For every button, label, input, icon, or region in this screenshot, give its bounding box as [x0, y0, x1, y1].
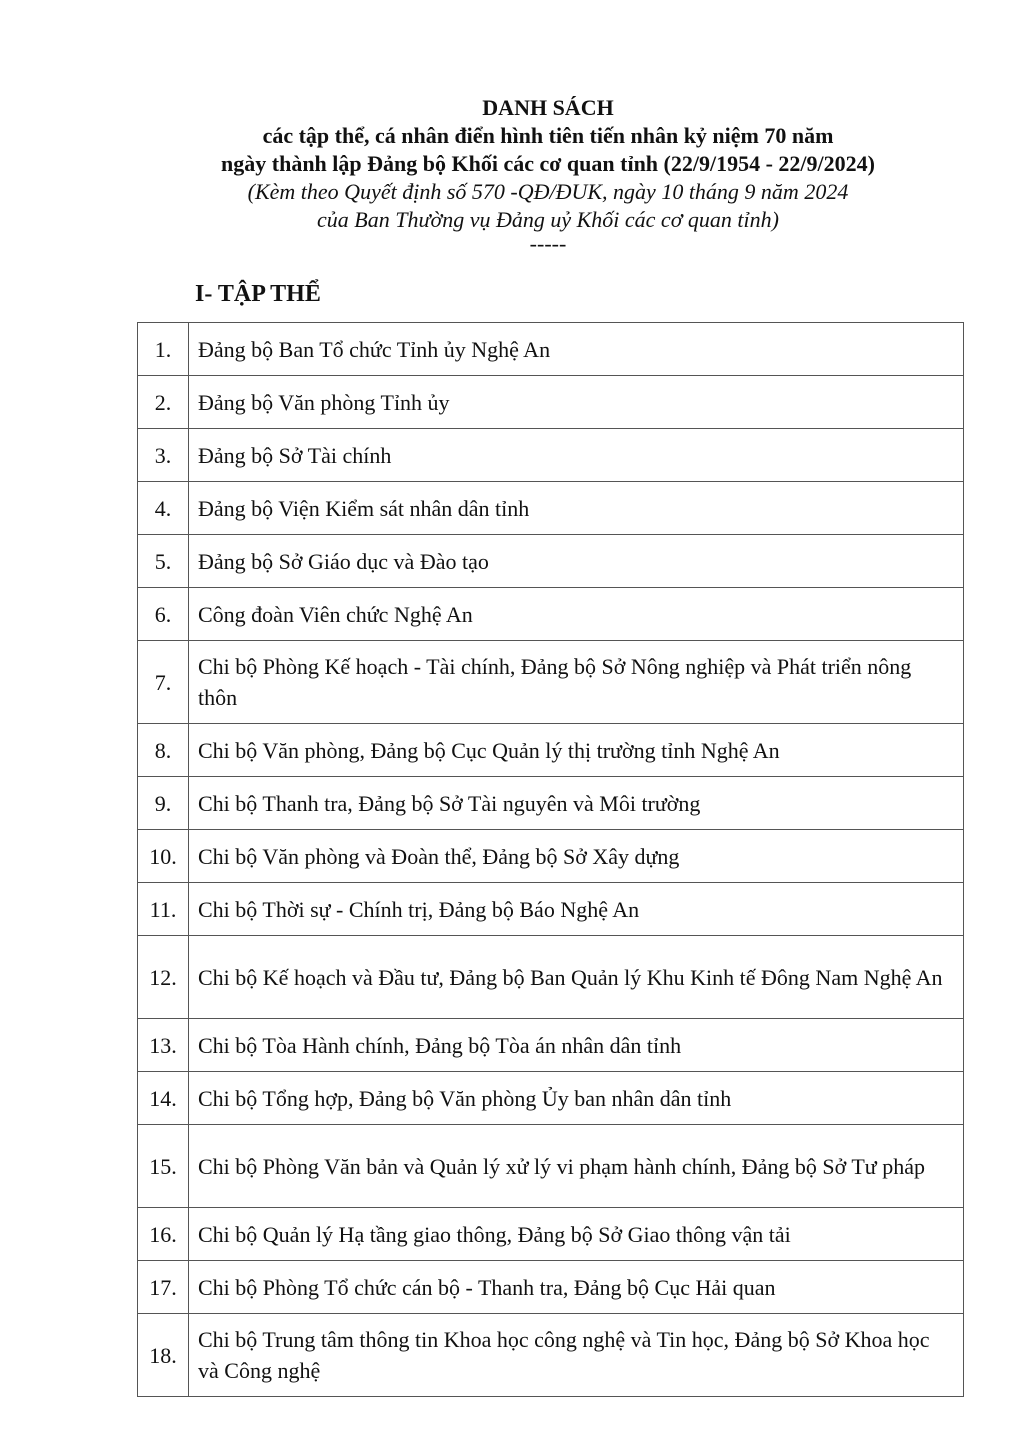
table-row — [138, 376, 964, 429]
table-row — [138, 1208, 964, 1261]
row-text: Đảng bộ Sở Giáo dục và Đào tạo — [189, 535, 964, 588]
row-number: 14. — [138, 1072, 189, 1125]
row-text: Chi bộ Trung tâm thông tin Khoa học công nghệ và Tin học, Đảng bộ Sở Khoa học và Công nghệ — [189, 1314, 964, 1397]
table-row — [138, 641, 964, 724]
row-text: Chi bộ Phòng Văn bản và Quản lý xử lý vi phạm hành chính, Đảng bộ Sở Tư pháp — [189, 1125, 964, 1208]
row-text: Đảng bộ Văn phòng Tỉnh ủy — [189, 376, 964, 429]
document-note-line-2: của Ban Thường vụ Đảng uỷ Khối các cơ quan tỉnh) — [317, 207, 779, 232]
table-row — [138, 482, 964, 535]
collective-list-table — [137, 322, 964, 1397]
table-row — [138, 535, 964, 588]
table-row — [138, 1072, 964, 1125]
table-row — [138, 588, 964, 641]
row-text: Chi bộ Văn phòng, Đảng bộ Cục Quản lý thị trường tỉnh Nghệ An — [189, 724, 964, 777]
row-text: Chi bộ Kế hoạch và Đầu tư, Đảng bộ Ban Quản lý Khu Kinh tế Đông Nam Nghệ An — [189, 936, 964, 1019]
row-text: Chi bộ Phòng Tổ chức cán bộ - Thanh tra, Đảng bộ Cục Hải quan — [189, 1261, 964, 1314]
row-text: Chi bộ Thanh tra, Đảng bộ Sở Tài nguyên và Môi trường — [189, 777, 964, 830]
row-text: Chi bộ Phòng Kế hoạch - Tài chính, Đảng bộ Sở Nông nghiệp và Phát triển nông thôn — [189, 641, 964, 724]
table-row — [138, 429, 964, 482]
row-number: 1. — [138, 323, 189, 376]
row-number: 6. — [138, 588, 189, 641]
row-number: 11. — [138, 883, 189, 936]
table-row — [138, 1019, 964, 1072]
document-note-line-1: (Kèm theo Quyết định số 570 -QĐ/ĐUK, ngày 10 tháng 9 năm 2024 — [247, 179, 849, 204]
document-subtitle-line-1: các tập thể, cá nhân điển hình tiên tiến nhân kỷ niệm 70 năm — [262, 123, 834, 148]
row-text: Công đoàn Viên chức Nghệ An — [189, 588, 964, 641]
row-text: Chi bộ Quản lý Hạ tầng giao thông, Đảng bộ Sở Giao thông vận tải — [189, 1208, 964, 1261]
row-number: 13. — [138, 1019, 189, 1072]
row-number: 7. — [138, 641, 189, 724]
row-text: Chi bộ Tổng hợp, Đảng bộ Văn phòng Ủy ban nhân dân tỉnh — [189, 1072, 964, 1125]
document-subtitle-line-2: ngày thành lập Đảng bộ Khối các cơ quan tỉnh (22/9/1954 - 22/9/2024) — [221, 151, 875, 176]
table-row — [138, 883, 964, 936]
row-text: Chi bộ Tòa Hành chính, Đảng bộ Tòa án nhân dân tỉnh — [189, 1019, 964, 1072]
row-number: 4. — [138, 482, 189, 535]
row-number: 9. — [138, 777, 189, 830]
row-text: Chi bộ Văn phòng và Đoàn thể, Đảng bộ Sở Xây dựng — [189, 830, 964, 883]
table-row — [138, 1125, 964, 1208]
section-title: I- TẬP THỂ — [195, 281, 321, 307]
table-row — [138, 724, 964, 777]
row-number: 17. — [138, 1261, 189, 1314]
header-separator: ----- — [529, 231, 567, 256]
row-number: 3. — [138, 429, 189, 482]
table-row — [138, 1314, 964, 1397]
row-number: 5. — [138, 535, 189, 588]
table-row — [138, 830, 964, 883]
row-number: 15. — [138, 1125, 189, 1208]
table-row — [138, 936, 964, 1019]
document-title: DANH SÁCH — [482, 95, 614, 120]
table-row — [138, 323, 964, 376]
table-row — [138, 1261, 964, 1314]
table-row — [138, 777, 964, 830]
row-number: 8. — [138, 724, 189, 777]
row-number: 16. — [138, 1208, 189, 1261]
row-text: Đảng bộ Viện Kiểm sát nhân dân tỉnh — [189, 482, 964, 535]
row-text: Đảng bộ Sở Tài chính — [189, 429, 964, 482]
row-number: 10. — [138, 830, 189, 883]
row-number: 2. — [138, 376, 189, 429]
row-number: 12. — [138, 936, 189, 1019]
document-header — [0, 94, 1024, 254]
row-text: Chi bộ Thời sự - Chính trị, Đảng bộ Báo Nghệ An — [189, 883, 964, 936]
row-number: 18. — [138, 1314, 189, 1397]
row-text: Đảng bộ Ban Tổ chức Tỉnh ủy Nghệ An — [189, 323, 964, 376]
